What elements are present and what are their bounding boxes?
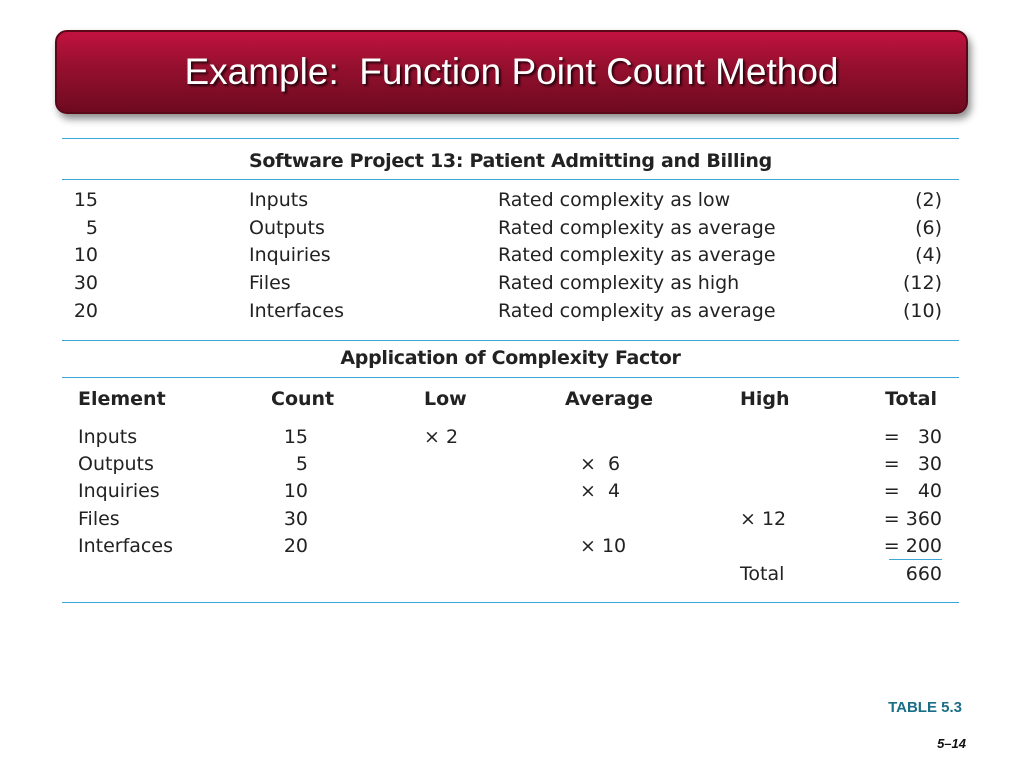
- complexity-element: Outputs: [78, 453, 154, 475]
- project-count: 15: [73, 189, 98, 211]
- project-count: 10: [73, 244, 98, 266]
- table-caption: TABLE 5.3: [888, 699, 962, 716]
- divider-bottom: [62, 602, 959, 603]
- complexity-total: = 360: [883, 508, 942, 530]
- project-count: 5: [85, 217, 98, 239]
- divider-complexity-top: [62, 340, 959, 341]
- project-count: 20: [73, 300, 98, 322]
- project-rating: Rated complexity as average: [498, 244, 776, 266]
- complexity-total: = 30: [883, 426, 942, 448]
- complexity-element: Interfaces: [78, 535, 173, 557]
- column-header-high: High: [740, 388, 790, 410]
- divider-complexity-header: [62, 377, 959, 378]
- complexity-low: × 2: [424, 426, 459, 448]
- column-header-total: Total: [885, 388, 937, 410]
- slide-title: Example: Function Point Count Method: [184, 51, 839, 92]
- complexity-total: = 40: [883, 480, 942, 502]
- complexity-count: 5: [295, 453, 308, 475]
- project-rating: Rated complexity as average: [498, 217, 776, 239]
- project-weight: (4): [915, 244, 942, 266]
- complexity-element: Inputs: [78, 426, 138, 448]
- complexity-average: × 4: [580, 480, 621, 502]
- sum-rule: [889, 559, 942, 560]
- complexity-count: 20: [283, 535, 308, 557]
- title-bar: [55, 30, 968, 114]
- complexity-high: × 12: [740, 508, 787, 530]
- project-count: 30: [73, 272, 98, 294]
- complexity-count: 15: [283, 426, 308, 448]
- project-weight: (2): [915, 189, 942, 211]
- project-weight: (10): [902, 300, 942, 322]
- complexity-element: Files: [78, 508, 120, 530]
- project-element: Inquiries: [249, 244, 331, 266]
- column-header-count: Count: [271, 388, 335, 410]
- project-element: Outputs: [249, 217, 325, 239]
- complexity-average: × 10: [580, 535, 627, 557]
- project-rating: Rated complexity as high: [498, 272, 740, 294]
- project-heading: Software Project 13: Patient Admitting and Billing: [249, 150, 772, 172]
- project-weight: (12): [902, 272, 942, 294]
- project-element: Interfaces: [249, 300, 344, 322]
- column-header-average: Average: [565, 388, 653, 410]
- complexity-count: 30: [283, 508, 308, 530]
- project-weight: (6): [915, 217, 942, 239]
- page-number: 5–14: [937, 736, 966, 751]
- grand-total-value: 660: [905, 563, 942, 585]
- complexity-element: Inquiries: [78, 480, 160, 502]
- column-header-element: Element: [78, 388, 166, 410]
- column-header-low: Low: [424, 388, 467, 410]
- complexity-total: = 200: [883, 535, 942, 557]
- grand-total-label: Total: [740, 563, 785, 585]
- project-rating: Rated complexity as average: [498, 300, 776, 322]
- complexity-total: = 30: [883, 453, 942, 475]
- complexity-average: × 6: [580, 453, 621, 475]
- complexity-heading: Application of Complexity Factor: [340, 347, 681, 369]
- divider-top: [62, 138, 959, 139]
- project-element: Files: [249, 272, 291, 294]
- project-element: Inputs: [249, 189, 309, 211]
- complexity-count: 10: [283, 480, 308, 502]
- divider-project-header: [62, 179, 959, 180]
- project-rating: Rated complexity as low: [498, 189, 731, 211]
